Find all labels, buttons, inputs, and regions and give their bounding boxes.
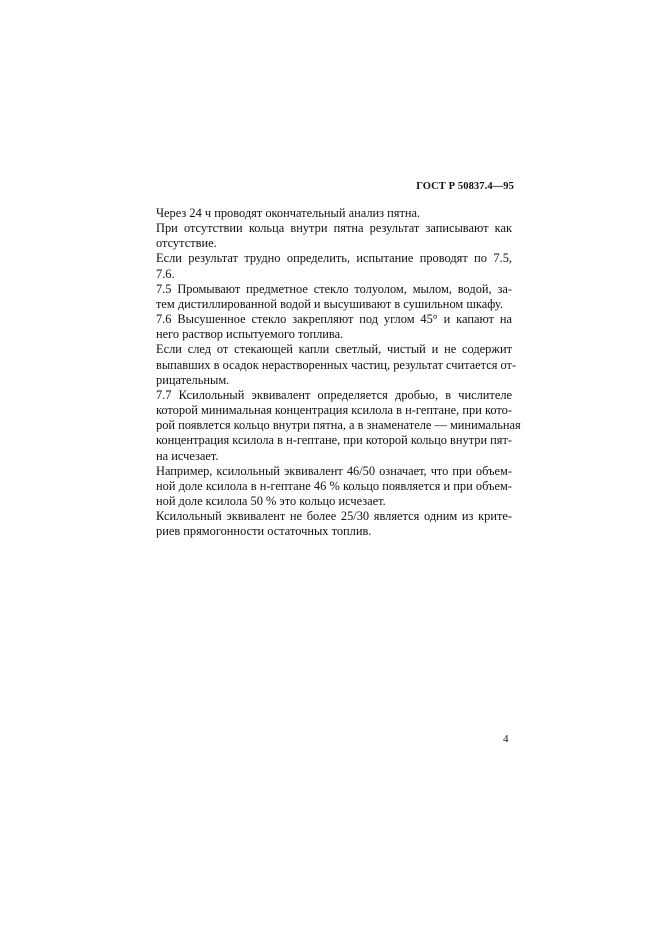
text-line: Если результат трудно определить, испытание проводят по 7.5, <box>156 251 512 266</box>
text-line: тем дистиллированной водой и высушивают в сушильном шкафу. <box>156 296 503 311</box>
text-line: При отсутствии кольца внутри пятна результат записывают как <box>156 221 512 236</box>
text-line: Например, ксилольный эквивалент 46/50 означает, что при объем- <box>156 463 512 478</box>
paragraph-7-6 <box>138 312 512 342</box>
text-line: него раствор испытуемого топлива. <box>156 327 344 342</box>
page-number: 4 <box>503 733 509 745</box>
paragraph-hard-to-determine <box>138 251 512 281</box>
paragraph-negative-result <box>138 342 517 387</box>
text-line: 7.6 Высушенное стекло закрепляют под углом 45° и капают на <box>156 312 512 327</box>
text-line: отсутствие. <box>156 236 217 251</box>
paragraph-final-analysis <box>138 206 512 221</box>
paragraph-7-5 <box>138 282 512 312</box>
paragraph-criterion <box>138 509 512 539</box>
text-line: риев прямогонности остаточных топлив. <box>156 524 372 539</box>
text-line: на исчезает. <box>156 448 219 463</box>
paragraph-7-7 <box>138 387 521 464</box>
document-code: ГОСТ Р 50837.4—95 <box>416 181 514 192</box>
text-line: 7.6. <box>156 266 175 281</box>
text-line: выпавших в осадок нерастворенных частиц, результат считается от- <box>156 357 517 372</box>
text-line: ной доле ксилола в н-гептане 46 % кольцо появляется и при объем- <box>156 478 512 493</box>
body-text <box>138 206 521 539</box>
text-line: которой минимальная концентрация ксилола в н-гептане, при кото- <box>156 403 512 418</box>
text-line: Ксилольный эквивалент не более 25/30 является одним из крите- <box>156 509 512 524</box>
text-line: рицательным. <box>156 372 230 387</box>
text-line: 7.5 Промывают предметное стекло толуолом, мылом, водой, за- <box>156 281 512 296</box>
text-line: концентрация ксилола в н-гептане, при которой кольцо внутри пят- <box>156 433 513 448</box>
text-line: 7.7 Ксилольный эквивалент определяется дробью, в числителе <box>156 387 512 402</box>
paragraph-no-ring <box>138 221 512 251</box>
text-line: Через 24 ч проводят окончательный анализ пятна. <box>156 206 421 220</box>
text-line: рой появлется кольцо внутри пятна, а в знаменателе — минимальная <box>156 418 521 433</box>
paragraph-example <box>138 464 512 509</box>
text-line: ной доле ксилола 50 % это кольцо исчезает. <box>156 493 386 508</box>
text-line: Если след от стекающей капли светлый, чистый и не содержит <box>156 342 512 357</box>
